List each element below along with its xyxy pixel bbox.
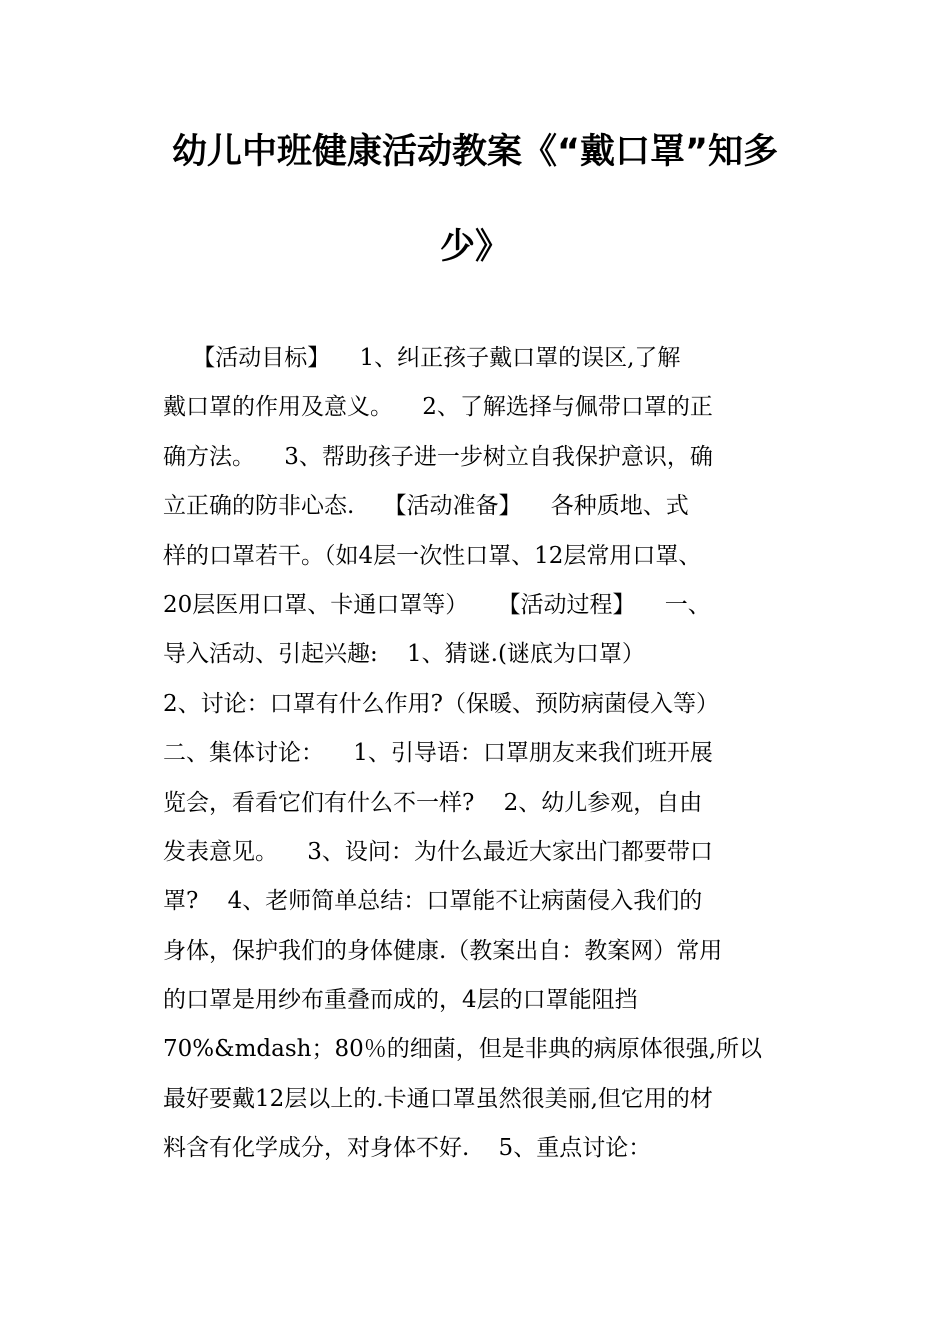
body-line: 70%&mdash；80％的细菌，但是非典的病原体很强,所以 bbox=[163, 1036, 763, 1063]
body-line: 戴口罩的作用及意义。 2、了解选择与佩带口罩的正 bbox=[163, 394, 713, 421]
body-line: 导入活动、引起兴趣: 1、猜谜.(谜底为口罩） bbox=[163, 641, 645, 668]
body-line: 料含有化学成分，对身体不好. 5、重点讨论： bbox=[163, 1135, 652, 1162]
body-line: 确方法。 3、帮助孩子进一步树立自我保护意识，确 bbox=[163, 443, 713, 470]
body-line: 发表意见。 3、设问：为什么最近大家出门都要带口 bbox=[163, 838, 713, 865]
document-title-line-2: 少》 bbox=[439, 227, 510, 267]
body-line: 的口罩是用纱布重叠而成的，4层的口罩能阻挡 bbox=[163, 987, 638, 1014]
body-line: 样的口罩若干。（如4层一次性口罩、12层常用口罩、 bbox=[163, 542, 702, 569]
document-body bbox=[163, 334, 793, 1174]
body-line: 立正确的防非心态. 【活动准备】 各种质地、式 bbox=[163, 493, 689, 520]
body-line: 【活动目标】 1、纠正孩子戴口罩的误区,了解 bbox=[163, 345, 681, 371]
body-line: 最好要戴12层以上的.卡通口罩虽然很美丽,但它用的材 bbox=[163, 1085, 713, 1112]
body-line: 二、集体讨论： 1、引导语：口罩朋友来我们班开展 bbox=[163, 740, 713, 767]
document-title-line-1: 幼儿中班健康活动教案《“戴口罩”知多 bbox=[171, 132, 778, 172]
body-line: 20层医用口罩、卡通口罩等） 【活动过程】 一、 bbox=[163, 591, 711, 618]
body-line: 2、讨论：口罩有什么作用?（保暖、预防病菌侵入等） bbox=[163, 690, 719, 717]
body-line: 罩? 4、老师简单总结：口罩能不让病菌侵入我们的 bbox=[163, 888, 703, 915]
body-line: 身体，保护我们的身体健康.（教案出自：教案网）常用 bbox=[163, 937, 723, 964]
body-line: 览会，看看它们有什么不一样? 2、幼儿参观，自由 bbox=[163, 789, 703, 816]
